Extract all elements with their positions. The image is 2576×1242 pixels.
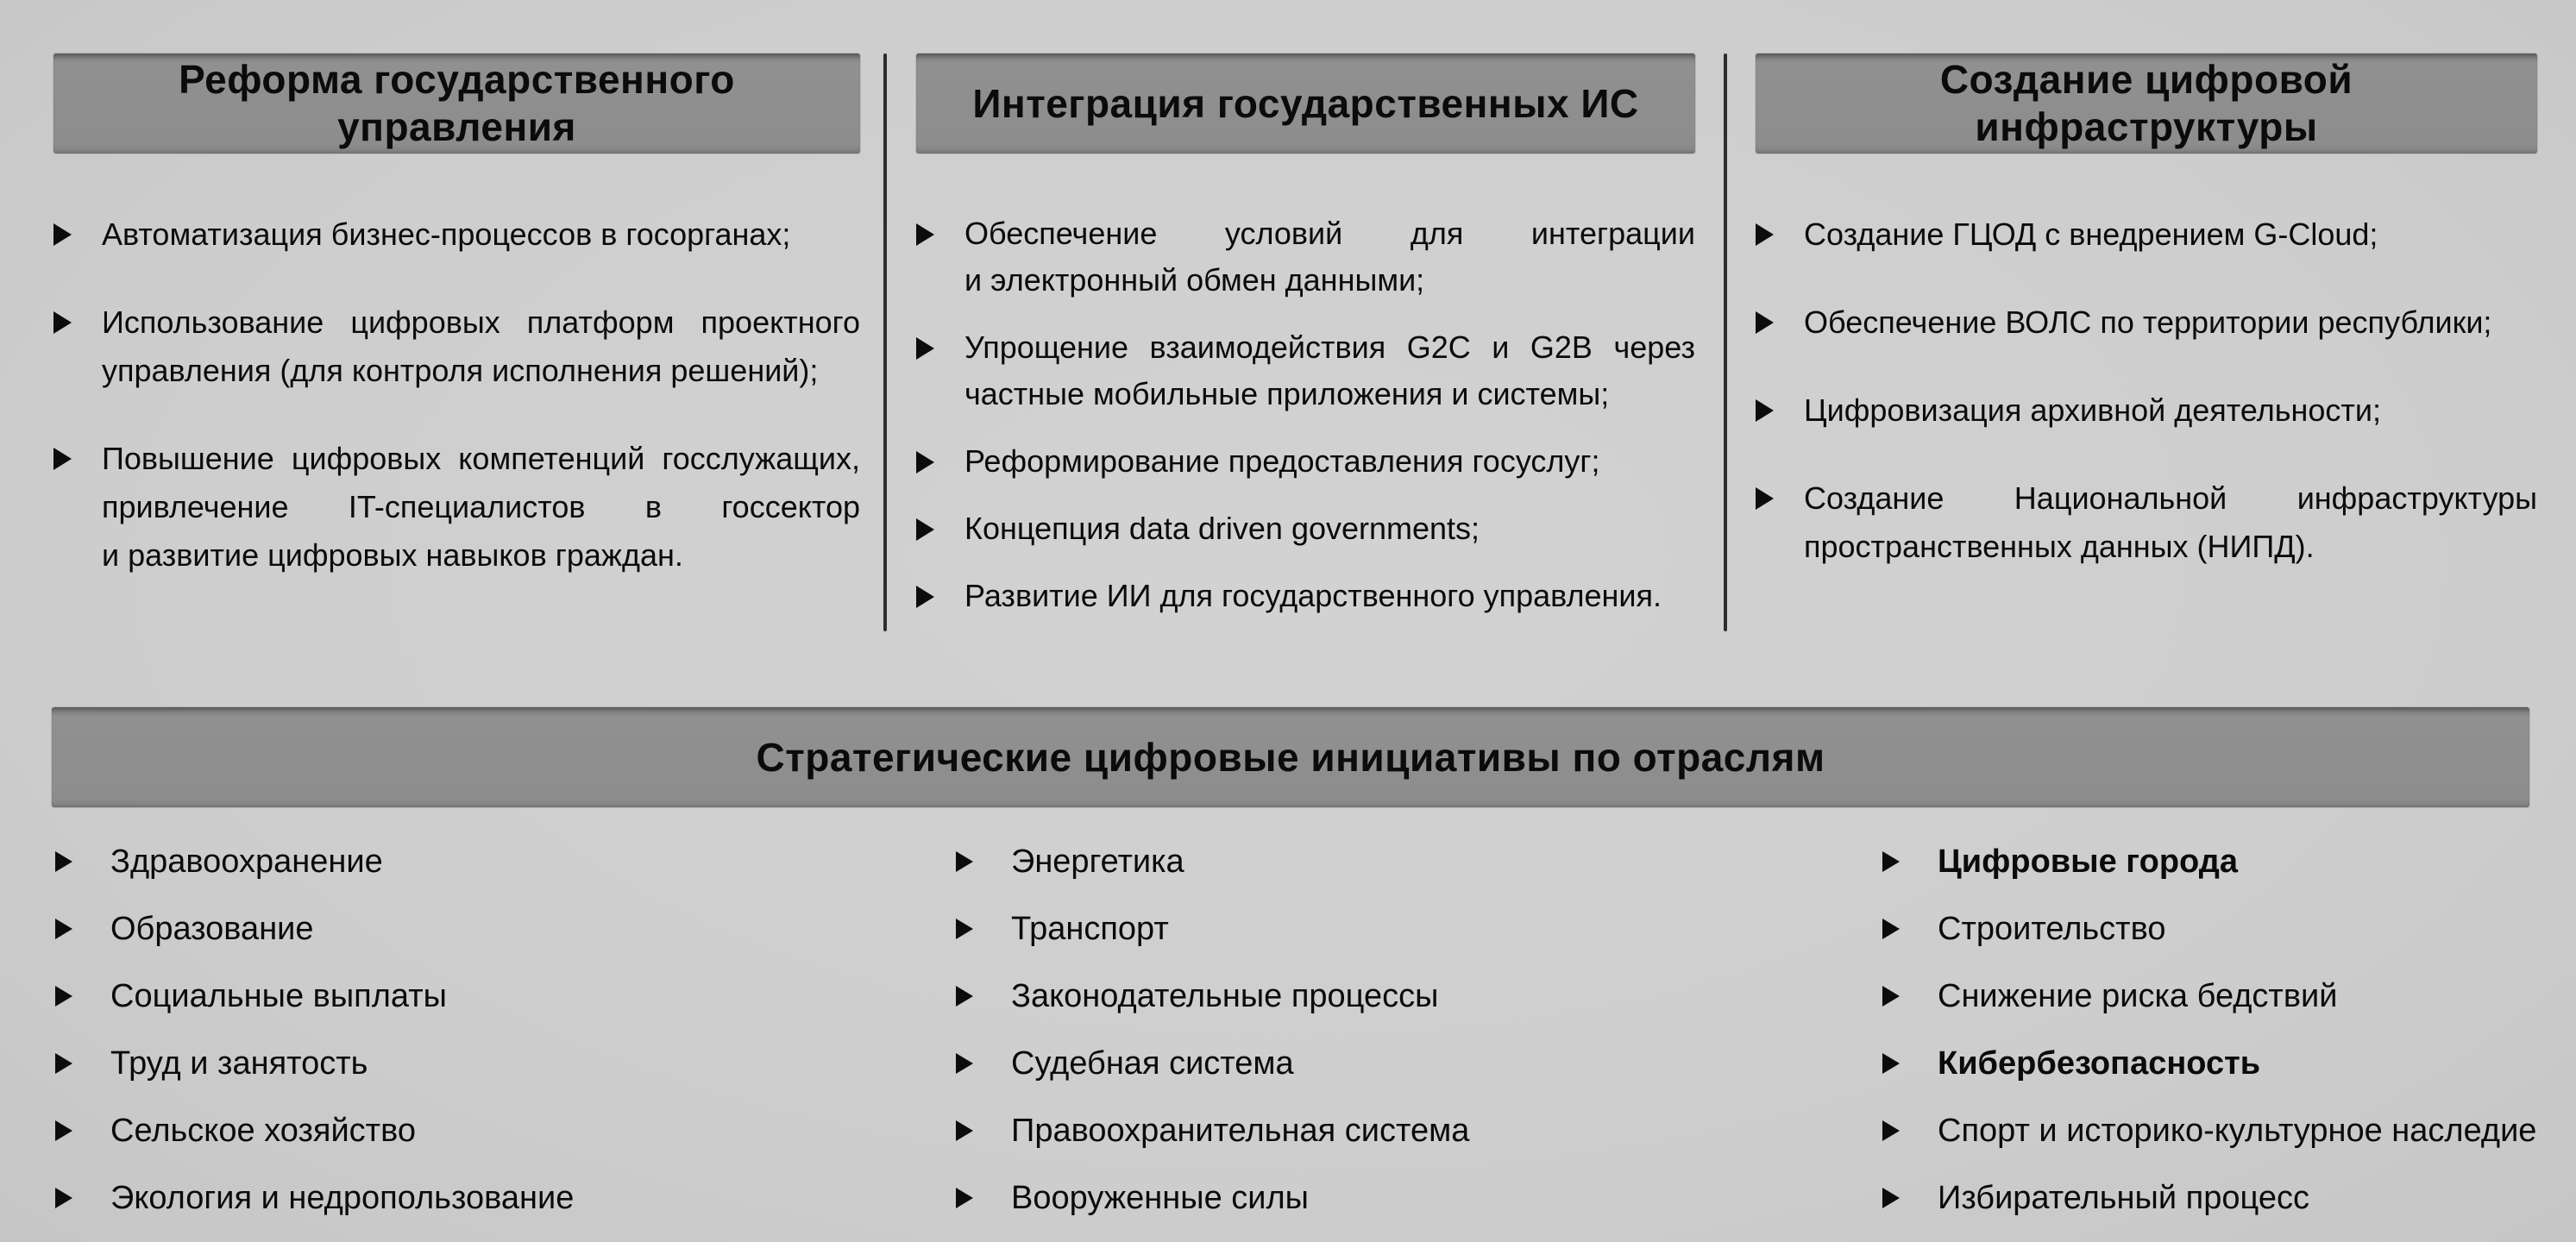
list-item (916, 324, 1695, 417)
list-item-line: Повышение цифровых компетенций госслужащих, (102, 441, 860, 476)
triangle-bullet-icon (1756, 298, 1804, 347)
triangle-bullet-icon (55, 1044, 110, 1083)
list-item-line: привлечение IT-специалистов в госсектор (102, 489, 860, 524)
list-item (55, 1111, 875, 1151)
section-digital-infrastructure (1756, 53, 2537, 611)
triangle-bullet-icon (956, 1111, 1011, 1151)
list-item (55, 976, 875, 1016)
list-item (1882, 842, 2541, 881)
list-item-line: Создание Национальной инфраструктуры (1804, 480, 2537, 516)
triangle-bullet-icon (1882, 976, 1938, 1016)
section-header-gov-is-integration (916, 53, 1695, 154)
list-item (53, 298, 860, 395)
list-item (55, 842, 875, 881)
list-item-text (102, 435, 860, 580)
list-item-line: Концепция data driven governments; (964, 511, 1480, 546)
triangle-bullet-icon (916, 438, 964, 485)
list-item (916, 210, 1695, 304)
triangle-bullet-icon (53, 435, 102, 580)
triangle-bullet-icon (55, 1111, 110, 1151)
triangle-bullet-icon (55, 909, 110, 949)
list-item (956, 1178, 1827, 1218)
list-item-line: Цифровизация архивной деятельности; (1804, 392, 2381, 428)
initiatives-column-1 (55, 842, 875, 1242)
list-item-text: Энергетика (1011, 844, 1184, 880)
column-divider (883, 53, 887, 631)
list-item-text: Кибербезопасность (1938, 1045, 2261, 1082)
triangle-bullet-icon (956, 842, 1011, 881)
column-divider (1724, 53, 1727, 631)
triangle-bullet-icon (916, 505, 964, 552)
triangle-bullet-icon (1882, 1111, 1938, 1151)
list-item (1882, 909, 2541, 949)
list-item (55, 909, 875, 949)
list-item-text (964, 505, 1695, 552)
list-item (956, 842, 1827, 881)
list-item (55, 1044, 875, 1083)
list-item-line: Развитие ИИ для государственного управления. (964, 578, 1662, 613)
list-item-line: и электронный обмен данными; (964, 262, 1425, 298)
bullet-list (916, 210, 1695, 619)
section-gov-is-integration (916, 53, 1695, 640)
triangle-bullet-icon (55, 842, 110, 881)
triangle-bullet-icon (1882, 1178, 1938, 1218)
list-item-text (964, 573, 1695, 619)
list-item (1756, 210, 2537, 259)
list-item-line: Использование цифровых платформ проектного (102, 304, 860, 340)
triangle-bullet-icon (53, 298, 102, 395)
list-item (916, 438, 1695, 485)
triangle-bullet-icon (956, 976, 1011, 1016)
list-item-text (964, 324, 1695, 417)
list-item-line: Автоматизация бизнес-процессов в госорганах; (102, 216, 791, 252)
list-item-line: Обеспечение условий для интеграции (964, 216, 1695, 251)
list-item-line: Упрощение взаимодействия G2C и G2B через (964, 329, 1695, 365)
triangle-bullet-icon (1882, 1044, 1938, 1083)
list-item (916, 573, 1695, 619)
section-title-line: Стратегические цифровые инициативы по отраслям (756, 734, 1825, 780)
list-item-line: частные мобильные приложения и системы; (964, 376, 1610, 411)
list-item-text: Строительство (1938, 911, 2166, 947)
triangle-bullet-icon (1756, 210, 1804, 259)
list-item-line: и развитие цифровых навыков граждан. (102, 537, 683, 573)
triangle-bullet-icon (956, 909, 1011, 949)
list-item (1756, 298, 2537, 347)
list-item (1882, 976, 2541, 1016)
list-item-text (102, 298, 860, 395)
list-item-text: Транспорт (1011, 911, 1169, 947)
list-item (1882, 1044, 2541, 1083)
list-item-text: Правоохранительная система (1011, 1113, 1470, 1149)
section-gov-reform (53, 53, 860, 619)
bullet-list (1756, 210, 2537, 571)
list-item (916, 505, 1695, 552)
initiatives-column-2 (956, 842, 1827, 1242)
list-item-text: Спорт и историко-культурное наследие (1938, 1113, 2537, 1149)
list-item-text (1804, 474, 2537, 571)
triangle-bullet-icon (1756, 474, 1804, 571)
list-item (1882, 1111, 2541, 1151)
list-item-text: Законодательные процессы (1011, 978, 1439, 1014)
list-item-text: Снижение риска бедствий (1938, 978, 2338, 1014)
section-header-strategic-initiatives (52, 707, 2529, 807)
list-item-text: Социальные выплаты (110, 978, 447, 1014)
list-item-text (1804, 210, 2537, 259)
triangle-bullet-icon (916, 573, 964, 619)
list-item-text: Избирательный процесс (1938, 1180, 2309, 1216)
triangle-bullet-icon (1756, 386, 1804, 435)
list-item-text (1804, 298, 2537, 347)
list-item-text: Судебная система (1011, 1045, 1294, 1082)
triangle-bullet-icon (55, 976, 110, 1016)
triangle-bullet-icon (1882, 842, 1938, 881)
triangle-bullet-icon (916, 210, 964, 304)
section-title-line: Создание цифровой (1939, 57, 2353, 102)
list-item-text: Цифровые города (1938, 844, 2239, 880)
list-item (956, 1111, 1827, 1151)
list-item (956, 909, 1827, 949)
list-item (1882, 1178, 2541, 1218)
list-item-text: Здравоохранение (110, 844, 383, 880)
list-item (53, 435, 860, 580)
triangle-bullet-icon (53, 210, 102, 259)
list-item-line: Создание ГЦОД с внедрением G-Cloud; (1804, 216, 2378, 252)
list-item-text: Сельское хозяйство (110, 1113, 416, 1149)
list-item-line: Обеспечение ВОЛС по территории республики; (1804, 304, 2492, 340)
list-item-text: Экология и недропользование (110, 1180, 575, 1216)
list-item-line: Реформирование предоставления госуслуг; (964, 443, 1600, 479)
list-item-text: Образование (110, 911, 314, 947)
triangle-bullet-icon (1882, 909, 1938, 949)
list-item-text (1804, 386, 2537, 435)
bullet-list (53, 210, 860, 580)
list-item (1756, 474, 2537, 571)
list-item-line: пространственных данных (НИПД). (1804, 529, 2315, 564)
initiatives-column-3 (1882, 842, 2541, 1242)
triangle-bullet-icon (956, 1044, 1011, 1083)
list-item (956, 976, 1827, 1016)
list-item-text (102, 210, 860, 259)
list-item-text (964, 210, 1695, 304)
list-item-text: Труд и занятость (110, 1045, 368, 1082)
list-item (55, 1178, 875, 1218)
section-title-line: Интеграция государственных ИС (972, 80, 1639, 126)
list-item-line: управления (для контроля исполнения решений); (102, 353, 819, 388)
list-item-text (964, 438, 1695, 485)
triangle-bullet-icon (916, 324, 964, 417)
triangle-bullet-icon (956, 1178, 1011, 1218)
section-title-line: инфраструктуры (1975, 104, 2318, 149)
section-header-gov-reform (53, 53, 860, 154)
triangle-bullet-icon (55, 1178, 110, 1218)
list-item (53, 210, 860, 259)
section-title-line: управления (337, 104, 576, 149)
list-item (956, 1044, 1827, 1083)
section-header-digital-infrastructure (1756, 53, 2537, 154)
list-item-text: Вооруженные силы (1011, 1180, 1309, 1216)
section-title-line: Реформа государственного (179, 57, 735, 102)
list-item (1756, 386, 2537, 435)
